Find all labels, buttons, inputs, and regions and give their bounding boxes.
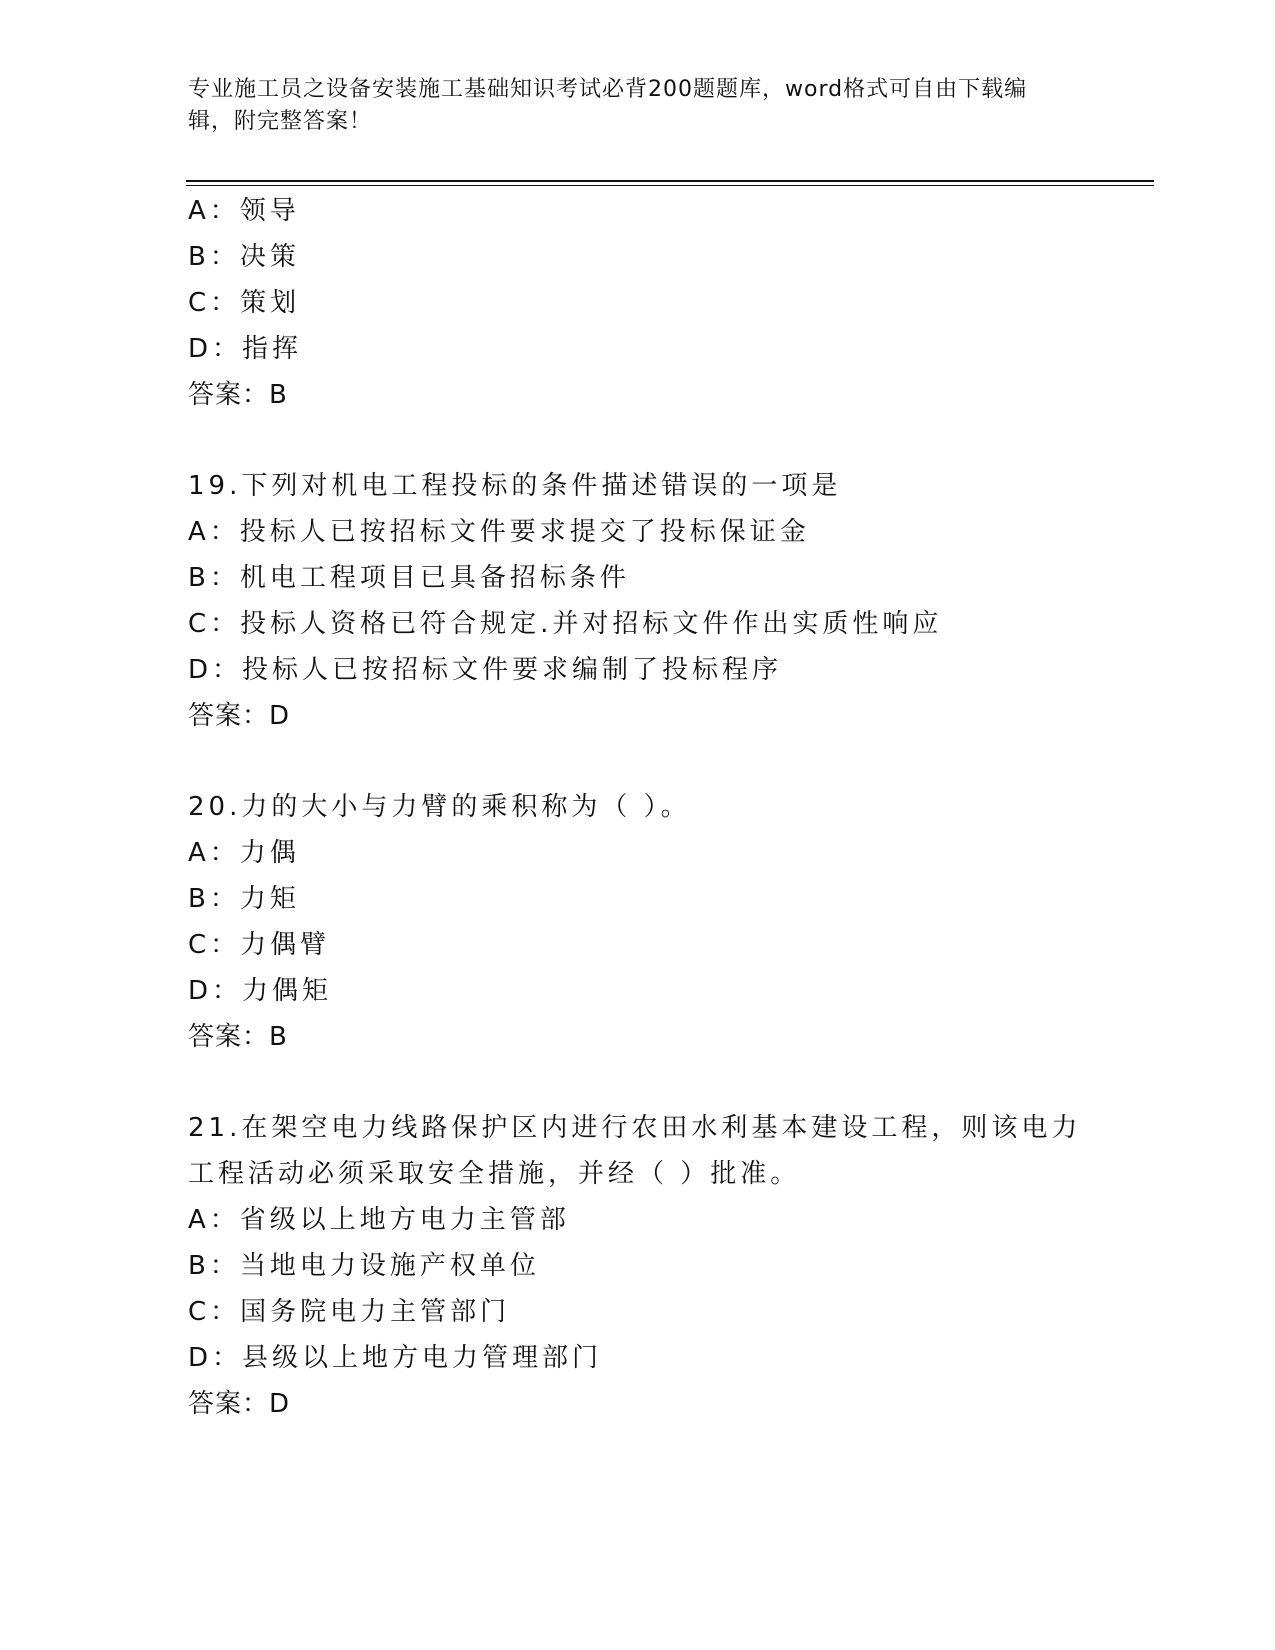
option-a: A：省级以上地方电力主管部 xyxy=(188,1205,570,1235)
option-d: D：指挥 xyxy=(188,334,303,364)
option-a: A：领导 xyxy=(188,196,300,226)
document-header: 专业施工员之设备安装施工基础知识考试必背200题题库，word格式可自由下载编辑，附完整答案！ xyxy=(188,77,1028,134)
question-text: 19.下列对机电工程投标的条件描述错误的一项是 xyxy=(188,471,842,501)
option-b: B：机电工程项目已具备招标条件 xyxy=(188,563,630,593)
question-21 xyxy=(188,1105,1148,1427)
option-c: C：投标人资格已符合规定.并对招标文件作出实质性响应 xyxy=(188,609,943,639)
question-19 xyxy=(188,463,1148,739)
option-b: B：力矩 xyxy=(188,884,300,914)
question-text: 20.力的大小与力臂的乘积称为（ ）。 xyxy=(188,792,691,822)
spacer xyxy=(188,739,1148,784)
answer: 答案：B xyxy=(188,380,288,410)
option-d: D：县级以上地方电力管理部门 xyxy=(188,1343,603,1373)
question-text: 21.在架空电力线路保护区内进行农田水利基本建设工程，则该电力工程活动必须采取安全措施，并经（ ）批准。 xyxy=(188,1113,1082,1189)
spacer xyxy=(188,418,1148,463)
answer: 答案：B xyxy=(188,1022,288,1052)
answer: 答案：D xyxy=(188,701,291,731)
header-divider-thin xyxy=(186,185,1154,186)
question-18-continued xyxy=(188,188,1148,418)
option-c: C：策划 xyxy=(188,288,301,318)
question-list xyxy=(188,188,1148,1427)
option-b: B：决策 xyxy=(188,242,300,272)
spacer xyxy=(188,1060,1148,1105)
option-b: B：当地电力设施产权单位 xyxy=(188,1251,540,1281)
answer: 答案：D xyxy=(188,1389,291,1419)
option-d: D：力偶矩 xyxy=(188,976,333,1006)
option-c: C：力偶臂 xyxy=(188,930,331,960)
option-a: A：投标人已按招标文件要求提交了投标保证金 xyxy=(188,517,810,547)
option-c: C：国务院电力主管部门 xyxy=(188,1297,511,1327)
option-a: A：力偶 xyxy=(188,838,300,868)
option-d: D：投标人已按招标文件要求编制了投标程序 xyxy=(188,655,783,685)
question-20 xyxy=(188,784,1148,1060)
header-divider-thick xyxy=(186,180,1154,182)
